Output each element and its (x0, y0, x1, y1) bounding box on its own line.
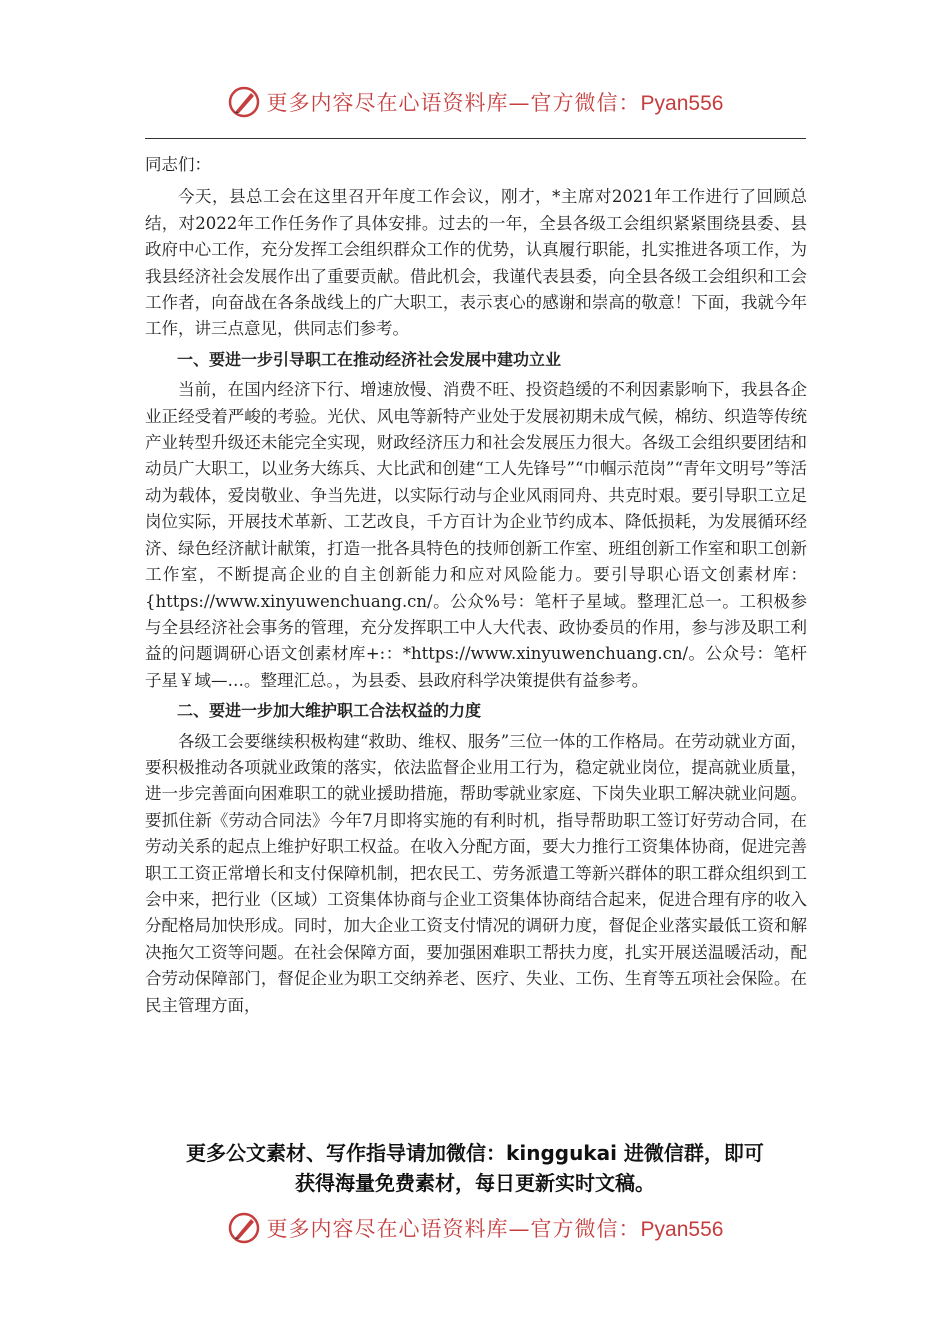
paragraph-section-1: 当前，在国内经济下行、增速放慢、消费不旺、投资趋缓的不利因素影响下，我县各企业正经受着严峻的考验。光伏、风电等新特产业处于发展初期未成气候，棉纺、织造等传统产业转型升级还未能完全实现，财政经济压力和社会发展压力很大。各级工会组织要团结和动员广大职工，以业务大练兵、大比武和创建“工人先锋号”“巾帼示范岗”“青年文明号”等活动为载体，爱岗敬业、争当先进，以实际行动与企业风雨同舟、共克时艰。要引导职工立足岗位实际，开展技术革新、工艺改良，千方百计为企业节约成本、降低损耗，为发展循环经济、绿色经济献计献策，打造一批各具特色的技师创新工作室、班组创新工作室和职工创新工作室，不断提高企业的自主创新能力和应对风险能力。要引导职心语文创素材库：{https://www.xinyuwenchuang.cn/。公众%号：笔杆子星域。整理汇总一。工积极参与全县经济社会事务的管理，充分发挥职工中人大代表、政协委员的作用，参与涉及职工利益的问题调研心语文创素材库+:：*https://www.xinyuwenchuang.cn/。公众号：笔杆子星￥域—…。整理汇总。，为县委、县政府科学决策提供有益参考。 (145, 380, 807, 690)
header-banner (0, 80, 950, 124)
pen-logo-icon (227, 85, 261, 119)
header-wechat-id: Pyan556 (640, 92, 724, 115)
header-rule (145, 138, 806, 139)
promo-text (135, 1138, 815, 1198)
paragraph-intro: 今天，县总工会在这里召开年度工作会议，刚才，*主席对2021年工作进行了回顾总结，对2022年工作任务作了具体安排。过去的一年，全县各级工会组织紧紧围绕县委、县政府中心工作，充分发挥工会组织群众工作的优势，认真履行职能，扎实推进各项工作，为我县经济社会发展作出了重要贡献。借此机会，我谨代表县委，向全县各级工会组织和工会工作者，向奋战在各条战线上的广大职工，表示衷心的感谢和崇高的敬意！下面，我就今年工作，讲三点意见，供同志们参考。 (145, 187, 807, 339)
promo-line-1: 更多公文素材、写作指导请加微信：kinggukai 进微信群，即可 (186, 1141, 764, 1165)
pen-logo-icon (227, 1211, 261, 1245)
promo-line-2: 获得海量免费素材，每日更新实时文稿。 (295, 1171, 655, 1195)
section-heading-1: 一、要进一步引导职工在推动经济社会发展中建功立业 (177, 349, 562, 369)
document-body (145, 152, 807, 1019)
section-heading-2: 二、要进一步加大维护职工合法权益的力度 (177, 701, 482, 721)
footer-wechat-id: Pyan556 (640, 1218, 724, 1241)
salutation: 同志们： (145, 155, 211, 174)
footer-banner-text: 更多内容尽在心语资料库—官方微信：Pyan556 (266, 1217, 724, 1241)
paragraph-section-2: 各级工会要继续积极构建“救助、维权、服务”三位一体的工作格局。在劳动就业方面，要积极推动各项就业政策的落实，依法监督企业用工行为，稳定就业岗位，提高就业质量，进一步完善面向困难职工的就业援助措施，帮助零就业家庭、下岗失业职工解决就业问题。要抓住新《劳动合同法》今年7月即将实施的有利时机，指导帮助职工签订好劳动合同，在劳动关系的起点上维护好职工权益。在收入分配方面，要大力推行工资集体协商，促进完善职工工资正常增长和支付保障机制，把农民工、劳务派遣工等新兴群体的职工群众组织到工会中来，把行业（区域）工资集体协商与企业工资集体协商结合起来，促进合理有序的收入分配格局加快形成。同时，加大企业工资支付情况的调研力度，督促企业落实最低工资和解决拖欠工资等问题。在社会保障方面，要加强困难职工帮扶力度，扎实开展送温暖活动，配合劳动保障部门，督促企业为职工交纳养老、医疗、失业、工伤、生育等五项社会保险。在民主管理方面， (145, 731, 807, 1015)
header-banner-text: 更多内容尽在心语资料库—官方微信：Pyan556 (266, 91, 724, 115)
footer-banner (0, 1206, 950, 1250)
